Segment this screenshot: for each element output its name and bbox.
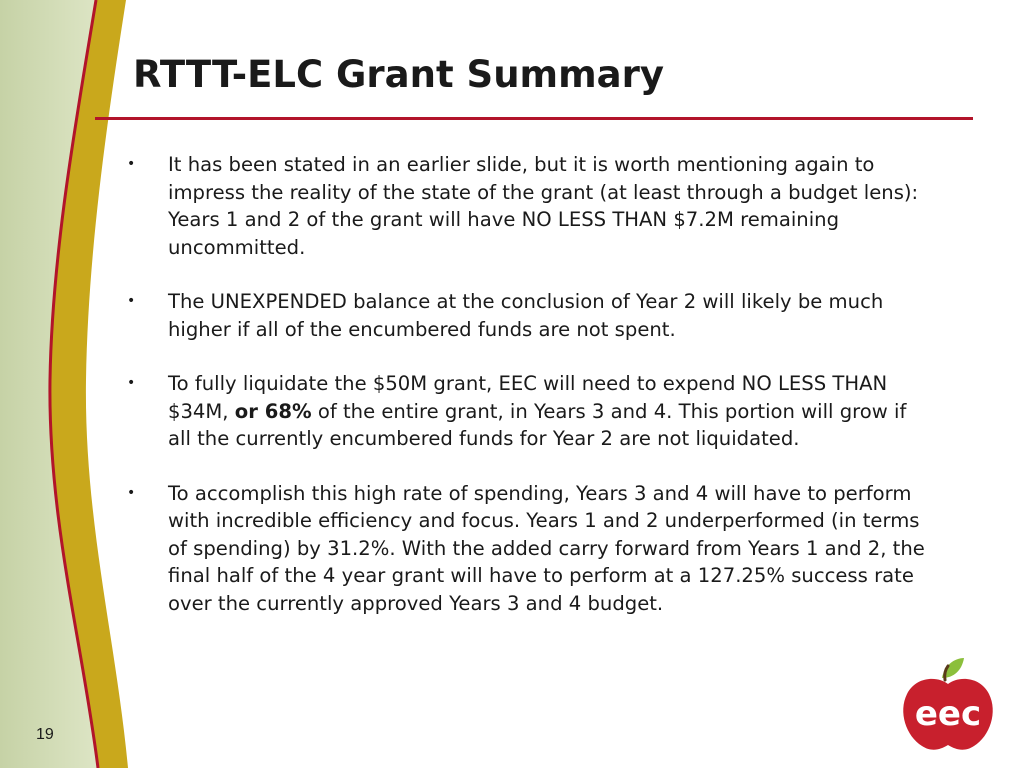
bullet-text: The UNEXPENDED balance at the conclusion of Year 2 will likely be much higher if all of the encumbered funds are not spent. xyxy=(168,290,884,341)
bullet-text-emphasis: or 68% xyxy=(234,399,312,423)
bullet-text: It has been stated in an earlier slide, but it is worth mentioning again to impress the reality of the state of the grant (at least through a budget lens): Years 1 and 2 of the grant will have NO LESS THAN $7.2M remaining uncommitted. xyxy=(168,153,919,259)
slide-number: 19 xyxy=(36,726,54,743)
bullet-item-3 xyxy=(127,370,927,453)
apple-logo-icon xyxy=(898,656,998,752)
side-decoration xyxy=(0,0,140,768)
bullet-text: To accomplish this high rate of spending, Years 3 and 4 will have to perform with incredible efficiency and focus. Years 1 and 2 underperformed (in terms of spending) by 31.2%. With the added carry forward from Years 1 and 2, the final half of the 4 year grant will have to perform at a 127.25% success rate over the currently approved Years 3 and 4 budget. xyxy=(168,481,925,615)
slide-title: RTTT-ELC Grant Summary xyxy=(133,53,664,96)
bullet-item-1 xyxy=(127,151,927,261)
bullet-text-lead: To fully liquidate the $50M grant, EEC will need to expend NO LESS THAN $34M, xyxy=(168,372,888,423)
bullet-list xyxy=(127,151,927,644)
bullet-item-4 xyxy=(127,480,927,618)
title-divider xyxy=(95,117,973,120)
bullet-item-2 xyxy=(127,288,927,343)
bullet-text-trail: of the entire grant, in Years 3 and 4. This portion will grow if all the currently encumbered funds for Year 2 are not liquidated. xyxy=(168,399,907,450)
logo-text: eec xyxy=(914,694,982,734)
